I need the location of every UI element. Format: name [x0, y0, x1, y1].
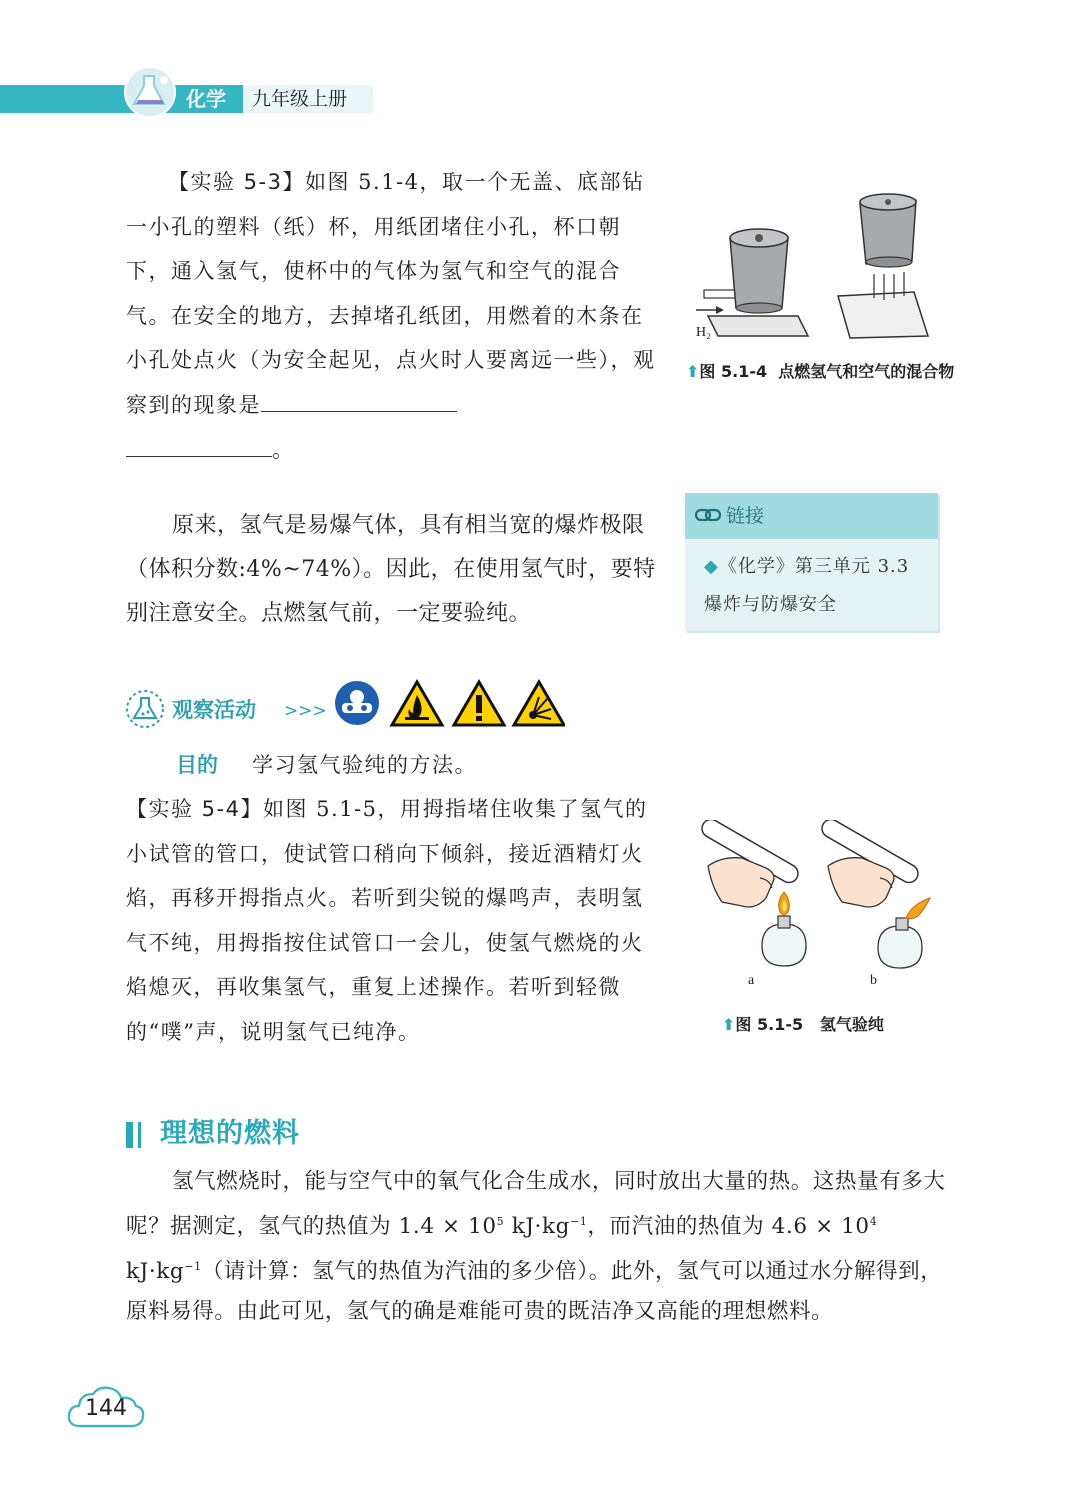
purpose-text: 学习氢气验纯的方法。: [252, 753, 477, 777]
figure-caption-text: 氢气验纯: [819, 1015, 884, 1034]
link-item-text: 《化学》第三单元 3.3 爆炸与防爆安全: [704, 556, 910, 615]
page-number: 144: [85, 1396, 127, 1421]
section-paragraph: [126, 1162, 946, 1332]
section-title: 理想的燃料: [160, 1118, 300, 1149]
chain-link-icon: [694, 506, 722, 524]
purpose-label: 目的: [176, 753, 218, 777]
section-text-4: kJ·kg: [126, 1259, 185, 1285]
figure-test-tube-illustration: [700, 820, 950, 986]
figure-label-b: b: [870, 973, 877, 986]
safety-icons: [333, 679, 565, 727]
flammable-warning-icon: [392, 682, 442, 725]
section-marker-thin: [138, 1122, 141, 1148]
exponent-1: 5: [496, 1215, 505, 1228]
explanation-paragraph: [126, 504, 656, 636]
figure-number: 图 5.1-4: [699, 362, 768, 381]
observation-flask-icon: [124, 688, 166, 730]
figure-number: 图 5.1-5: [735, 1015, 804, 1034]
experiment-5-3-paragraph: [126, 160, 656, 472]
link-item[interactable]: [704, 548, 934, 624]
explosive-warning-icon: [514, 682, 564, 725]
experiment-text: 如图 5.1-5，用拇指堵住收集了氢气的小试管的管口，使试管口稍向下倾斜，接近酒精灯火焰，再移开拇指点火。若听到尖锐的爆鸣声，表明氢气不纯，用拇指按住试管口一会儿，使氢气燃烧的火焰熄灭，再收集氢气，重复上述操作。若听到轻微的“噗”声，说明氢气已纯净。: [126, 797, 648, 1044]
observation-title: 观察活动: [172, 698, 256, 722]
gas-label: H₂: [696, 325, 711, 340]
header-grade: 九年级上册: [252, 88, 348, 110]
link-title: 链接: [726, 505, 765, 527]
figure-label-a: a: [748, 973, 755, 986]
arrow-up-icon: ⬆: [722, 1015, 736, 1034]
experiment-5-4-paragraph: [126, 787, 656, 1055]
experiment-text: 如图 5.1-4，取一个无盖、底部钻一小孔的塑料（纸）杯，用纸团堵住小孔，杯口朝下，通入氢气，使杯中的气体为氢气和空气的混合气。在安全的地方，去掉堵孔纸团，用燃着的木条在小孔处点火（为安全起见，点火时人要离远一些），观察到的现象是: [126, 170, 656, 417]
observation-arrows: >>>: [284, 701, 327, 721]
exponent-3: 4: [869, 1215, 878, 1228]
section-text-3: ，而汽油的热值为 4.6 × 10: [587, 1214, 870, 1240]
section-text-5: （请计算：氢气的热值为汽油的多少倍）。此外，氢气可以通过水分解得到，原料易得。由此可见，氢气的确是难能可贵的既洁净又高能的理想燃料。: [126, 1259, 943, 1325]
explanation-text: 原来，氢气是易爆气体，具有相当宽的爆炸极限（体积分数:4%~74%）。因此，在使用氢气时，要特别注意安全。点燃氢气前，一定要验纯。: [126, 513, 656, 626]
diamond-bullet-icon: ◆: [704, 556, 719, 577]
header-subject: 化学: [186, 87, 226, 111]
flask-logo-icon: [120, 66, 182, 118]
figure-caption-text: 点燃氢气和空气的混合物: [778, 362, 955, 381]
section-text-1: 氢气燃烧时，能与空气中的氧气化合生成水，同时放出大量的热。这热量有多大呢？据测定，氢气的热值为 1.4 × 10: [126, 1169, 946, 1240]
figure-cup-illustration: [694, 186, 944, 346]
answer-blank-1[interactable]: [261, 389, 457, 412]
experiment-label: 【实验 5-3】: [168, 170, 305, 194]
figure-5-1-5-caption: [722, 1010, 972, 1040]
exponent-2: −1: [570, 1215, 588, 1228]
goggles-icon: [335, 681, 379, 725]
section-marker: [126, 1122, 133, 1148]
exclamation-warning-icon: [454, 682, 504, 725]
link-box-header: [685, 493, 938, 539]
exponent-4: −1: [184, 1260, 202, 1274]
experiment-end: 。: [272, 437, 295, 462]
arrow-up-icon: ⬆: [686, 362, 700, 381]
figure-5-1-4-caption: [686, 357, 956, 387]
answer-blank-2[interactable]: [126, 434, 272, 457]
section-text-2: kJ·kg: [504, 1214, 570, 1240]
experiment-label: 【实验 5-4】: [126, 797, 263, 821]
